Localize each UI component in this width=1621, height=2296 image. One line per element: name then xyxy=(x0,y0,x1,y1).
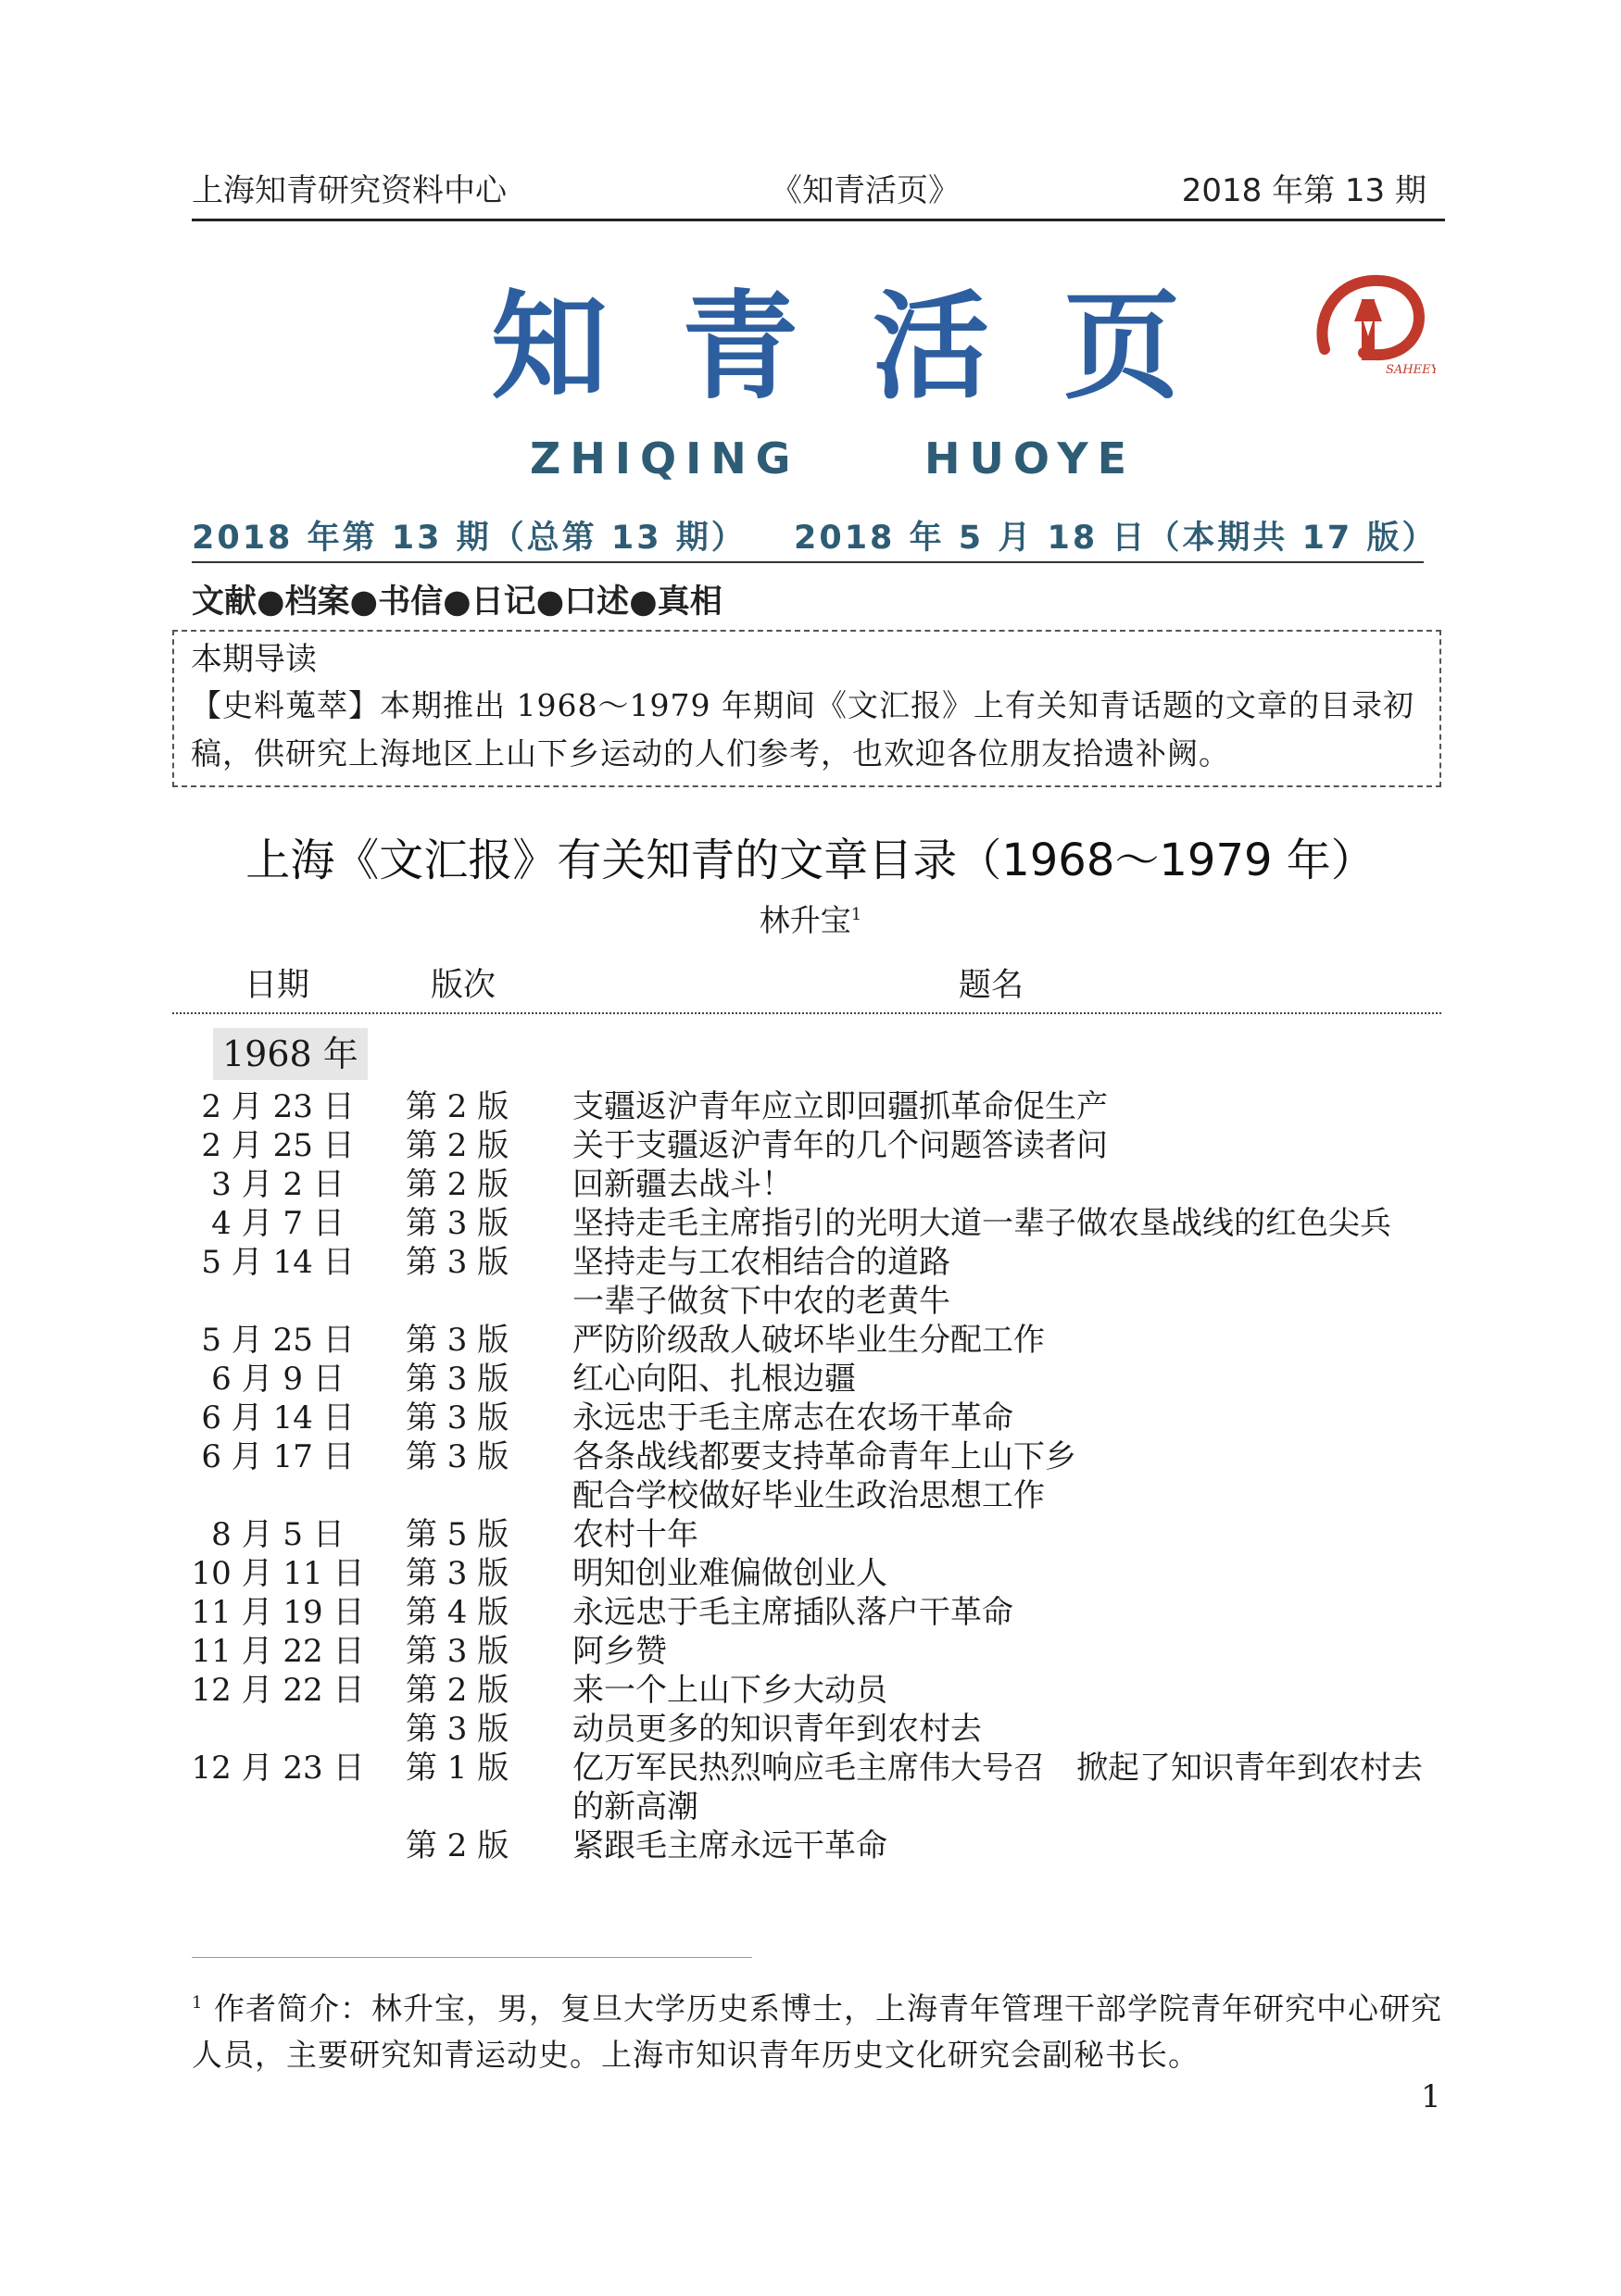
row-title: 明知创业难偏做创业人 xyxy=(572,1555,887,1592)
row-page: 第 3 版 xyxy=(406,1555,509,1592)
row-page: 第 2 版 xyxy=(406,1827,509,1864)
row-date: 10 月 11 日 xyxy=(191,1555,365,1592)
row-date: 12 月 22 日 xyxy=(191,1672,365,1709)
footnote xyxy=(192,1980,1445,2078)
column-header-rule xyxy=(172,1012,1441,1014)
column-header-title: 题名 xyxy=(959,967,1024,1004)
row-page: 第 3 版 xyxy=(406,1633,509,1670)
author-footnote-mark: 1 xyxy=(850,905,862,924)
table-row xyxy=(0,1165,1621,1204)
row-date: 2 月 23 日 xyxy=(201,1088,355,1125)
table-row xyxy=(0,1554,1621,1593)
row-page: 第 4 版 xyxy=(406,1594,509,1631)
row-date: 6 月 17 日 xyxy=(201,1438,355,1475)
table-row xyxy=(0,1321,1621,1360)
table-row xyxy=(0,1826,1621,1865)
row-page: 第 2 版 xyxy=(406,1127,509,1164)
column-header-page: 版次 xyxy=(431,967,496,1004)
row-page: 第 2 版 xyxy=(406,1166,509,1203)
page-number: 1 xyxy=(1421,2078,1441,2115)
table-row xyxy=(0,1593,1621,1632)
row-title: 农村十年 xyxy=(572,1516,698,1553)
row-page: 第 3 版 xyxy=(406,1399,509,1437)
logo-wordmark: SAHEEY xyxy=(1386,363,1436,377)
row-title: 亿万军民热烈响应毛主席伟大号召 掀起了知识青年到农村去的新高潮 xyxy=(572,1750,1423,1826)
row-title: 紧跟毛主席永远干革命 xyxy=(572,1827,887,1864)
footnote-text: 作者简介：林升宝，男，复旦大学历史系博士，上海青年管理干部学院青年研究中心研究人员，主要研究知青运动史。上海市知识青年历史文化研究会副秘书长。 xyxy=(192,1990,1442,2073)
row-title: 各条战线都要支持革命青年上山下乡 xyxy=(572,1438,1076,1475)
row-title: 阿乡赞 xyxy=(572,1633,667,1670)
row-page: 第 3 版 xyxy=(406,1438,509,1475)
row-page: 第 3 版 xyxy=(406,1361,509,1398)
row-title: 配合学校做好毕业生政治思想工作 xyxy=(572,1477,1045,1514)
table-row xyxy=(0,1437,1621,1476)
article-title: 上海《文汇报》有关知青的文章目录（1968～1979 年） xyxy=(245,834,1376,886)
table-row xyxy=(0,1515,1621,1554)
table-row xyxy=(0,1749,1621,1826)
table-row xyxy=(0,1632,1621,1671)
issue-rule xyxy=(192,561,1424,563)
header-org: 上海知青研究资料中心 xyxy=(192,172,507,209)
row-title: 永远忠于毛主席志在农场干革命 xyxy=(572,1399,1013,1437)
row-date: 5 月 25 日 xyxy=(201,1322,355,1359)
row-date: 5 月 14 日 xyxy=(201,1244,355,1281)
table-row xyxy=(0,1126,1621,1165)
row-title: 永远忠于毛主席插队落户干革命 xyxy=(572,1594,1013,1631)
masthead-title: 知青活页 xyxy=(491,279,1254,415)
category-line: 文献●档案●书信●日记●口述●真相 xyxy=(192,583,723,621)
row-date: 6 月 9 日 xyxy=(211,1361,345,1398)
row-title: 坚持走与工农相结合的道路 xyxy=(572,1244,950,1281)
row-date: 11 月 22 日 xyxy=(191,1633,365,1670)
row-page: 第 1 版 xyxy=(406,1750,509,1787)
table-row xyxy=(0,1671,1621,1710)
table-row xyxy=(0,1399,1621,1437)
table-row xyxy=(0,1476,1621,1515)
header-rule xyxy=(192,219,1445,221)
table-row xyxy=(0,1243,1621,1282)
header-publication: 《知青活页》 xyxy=(771,172,960,209)
table-row xyxy=(0,1282,1621,1321)
row-page: 第 3 版 xyxy=(406,1244,509,1281)
row-date: 6 月 14 日 xyxy=(201,1399,355,1437)
row-date: 3 月 2 日 xyxy=(211,1166,345,1203)
row-page: 第 2 版 xyxy=(406,1672,509,1709)
row-title: 一辈子做贫下中农的老黄牛 xyxy=(572,1283,950,1320)
entry-list xyxy=(0,1087,1621,1865)
header-issue: 2018 年第 13 期 xyxy=(1181,172,1426,209)
year-label: 1968 年 xyxy=(213,1028,368,1080)
row-page: 第 3 版 xyxy=(406,1205,509,1242)
column-header-date: 日期 xyxy=(245,967,310,1004)
row-date: 12 月 23 日 xyxy=(191,1750,365,1787)
row-title: 来一个上山下乡大动员 xyxy=(572,1672,887,1709)
row-page: 第 5 版 xyxy=(406,1516,509,1553)
footnote-rule xyxy=(192,1957,752,1958)
row-page: 第 3 版 xyxy=(406,1322,509,1359)
masthead-pinyin-zhiqing: ZHIQING xyxy=(530,433,800,483)
article-author xyxy=(0,897,1621,940)
row-date: 11 月 19 日 xyxy=(191,1594,365,1631)
table-row xyxy=(0,1204,1621,1243)
row-date: 4 月 7 日 xyxy=(211,1205,345,1242)
row-page: 第 2 版 xyxy=(406,1088,509,1125)
table-row xyxy=(0,1360,1621,1399)
row-title: 关于支疆返沪青年的几个问题答读者问 xyxy=(572,1127,1108,1164)
row-title: 回新疆去战斗！ xyxy=(572,1166,793,1203)
guide-title: 本期导读 xyxy=(191,641,317,678)
row-page: 第 3 版 xyxy=(406,1711,509,1748)
running-header xyxy=(192,165,1445,213)
masthead-pinyin-huoye: HUOYE xyxy=(924,433,1137,483)
row-title: 坚持走毛主席指引的光明大道一辈子做农垦战线的红色尖兵 xyxy=(572,1205,1391,1242)
table-row xyxy=(0,1087,1621,1126)
row-title: 严防阶级敌人破坏毕业生分配工作 xyxy=(572,1322,1045,1359)
row-title: 红心向阳、扎根边疆 xyxy=(572,1361,856,1398)
table-row xyxy=(0,1710,1621,1749)
footnote-mark: 1 xyxy=(192,1993,204,2013)
issue-line xyxy=(192,512,1438,558)
guide-box xyxy=(172,630,1441,787)
logo-icon xyxy=(1306,264,1436,384)
row-date: 8 月 5 日 xyxy=(211,1516,345,1553)
row-date: 2 月 25 日 xyxy=(201,1127,355,1164)
issue-date: 2018 年 5 月 18 日（本期共 17 版） xyxy=(794,520,1438,557)
author-name: 林升宝 xyxy=(759,902,851,938)
issue-number: 2018 年第 13 期（总第 13 期） xyxy=(192,520,747,557)
row-title: 动员更多的知识青年到农村去 xyxy=(572,1711,982,1748)
guide-body: 【史料蒐萃】本期推出 1968～1979 年期间《文汇报》上有关知青话题的文章的目录初稿，供研究上海地区上山下乡运动的人们参考，也欢迎各位朋友拾遗补阙。 xyxy=(191,687,1414,772)
row-title: 支疆返沪青年应立即回疆抓革命促生产 xyxy=(572,1088,1108,1125)
